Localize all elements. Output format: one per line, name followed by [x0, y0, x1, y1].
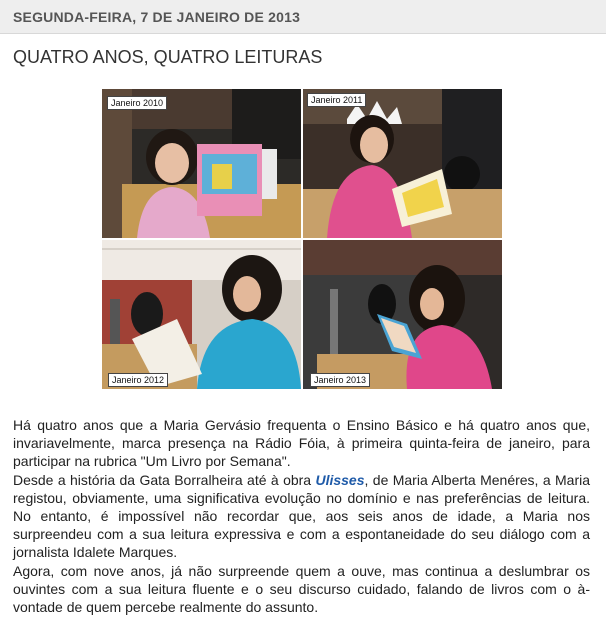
- post-body: [13, 416, 590, 616]
- body-paragraph-3: Agora, com nove anos, já não surpreende quem a ouve, mas continua a deslumbrar os ouvintes com a sua leitura fluente e o seu discurso cuidado, falando de livros com o à-vontade de quem percebe realmente do assunto.: [13, 562, 590, 616]
- body-paragraph-1: Há quatro anos que a Maria Gervásio frequenta o Ensino Básico e há quatro anos que, invariavelmente, marca presença na Rádio Fóia, à primeira quinta-feira de janeiro, para participar na rubrica "Um Livro por Semana".: [13, 417, 590, 470]
- photo-2011: [303, 89, 502, 238]
- post-date-header: [0, 0, 606, 34]
- post-title[interactable]: QUATRO ANOS, QUATRO LEITURAS: [13, 47, 323, 67]
- post-date: SEGUNDA-FEIRA, 7 DE JANEIRO DE 2013: [13, 9, 301, 25]
- post-photo-collage[interactable]: [102, 89, 502, 389]
- ulisses-link[interactable]: Ulisses: [315, 471, 365, 488]
- photo-caption-2010: Janeiro 2010: [107, 96, 167, 110]
- photo-caption-2011: Janeiro 2011: [307, 93, 366, 107]
- photo-caption-2013: Janeiro 2013: [310, 373, 370, 387]
- body-paragraph-2: [13, 471, 590, 562]
- photo-2012: [102, 240, 301, 389]
- photo-2010: [102, 89, 301, 238]
- photo-2013: [303, 240, 502, 389]
- collage-image: [102, 89, 502, 389]
- body-paragraph-2-start: Desde a história da Gata Borralheira até à obra: [13, 471, 316, 488]
- photo-caption-2012: Janeiro 2012: [108, 373, 168, 387]
- body-paragraph-2-end: , de Maria Alberta Menéres, a Maria registou, obviamente, uma significativa evolução no domínio e nas preferências de leitura. No entanto, é impossível não recordar que, aos seis anos de idade, a Maria nos surpreendeu com a sua leitura expressiva e com a espontaneidade do seu diálogo com a jornalista Idalete Marques.: [13, 471, 590, 561]
